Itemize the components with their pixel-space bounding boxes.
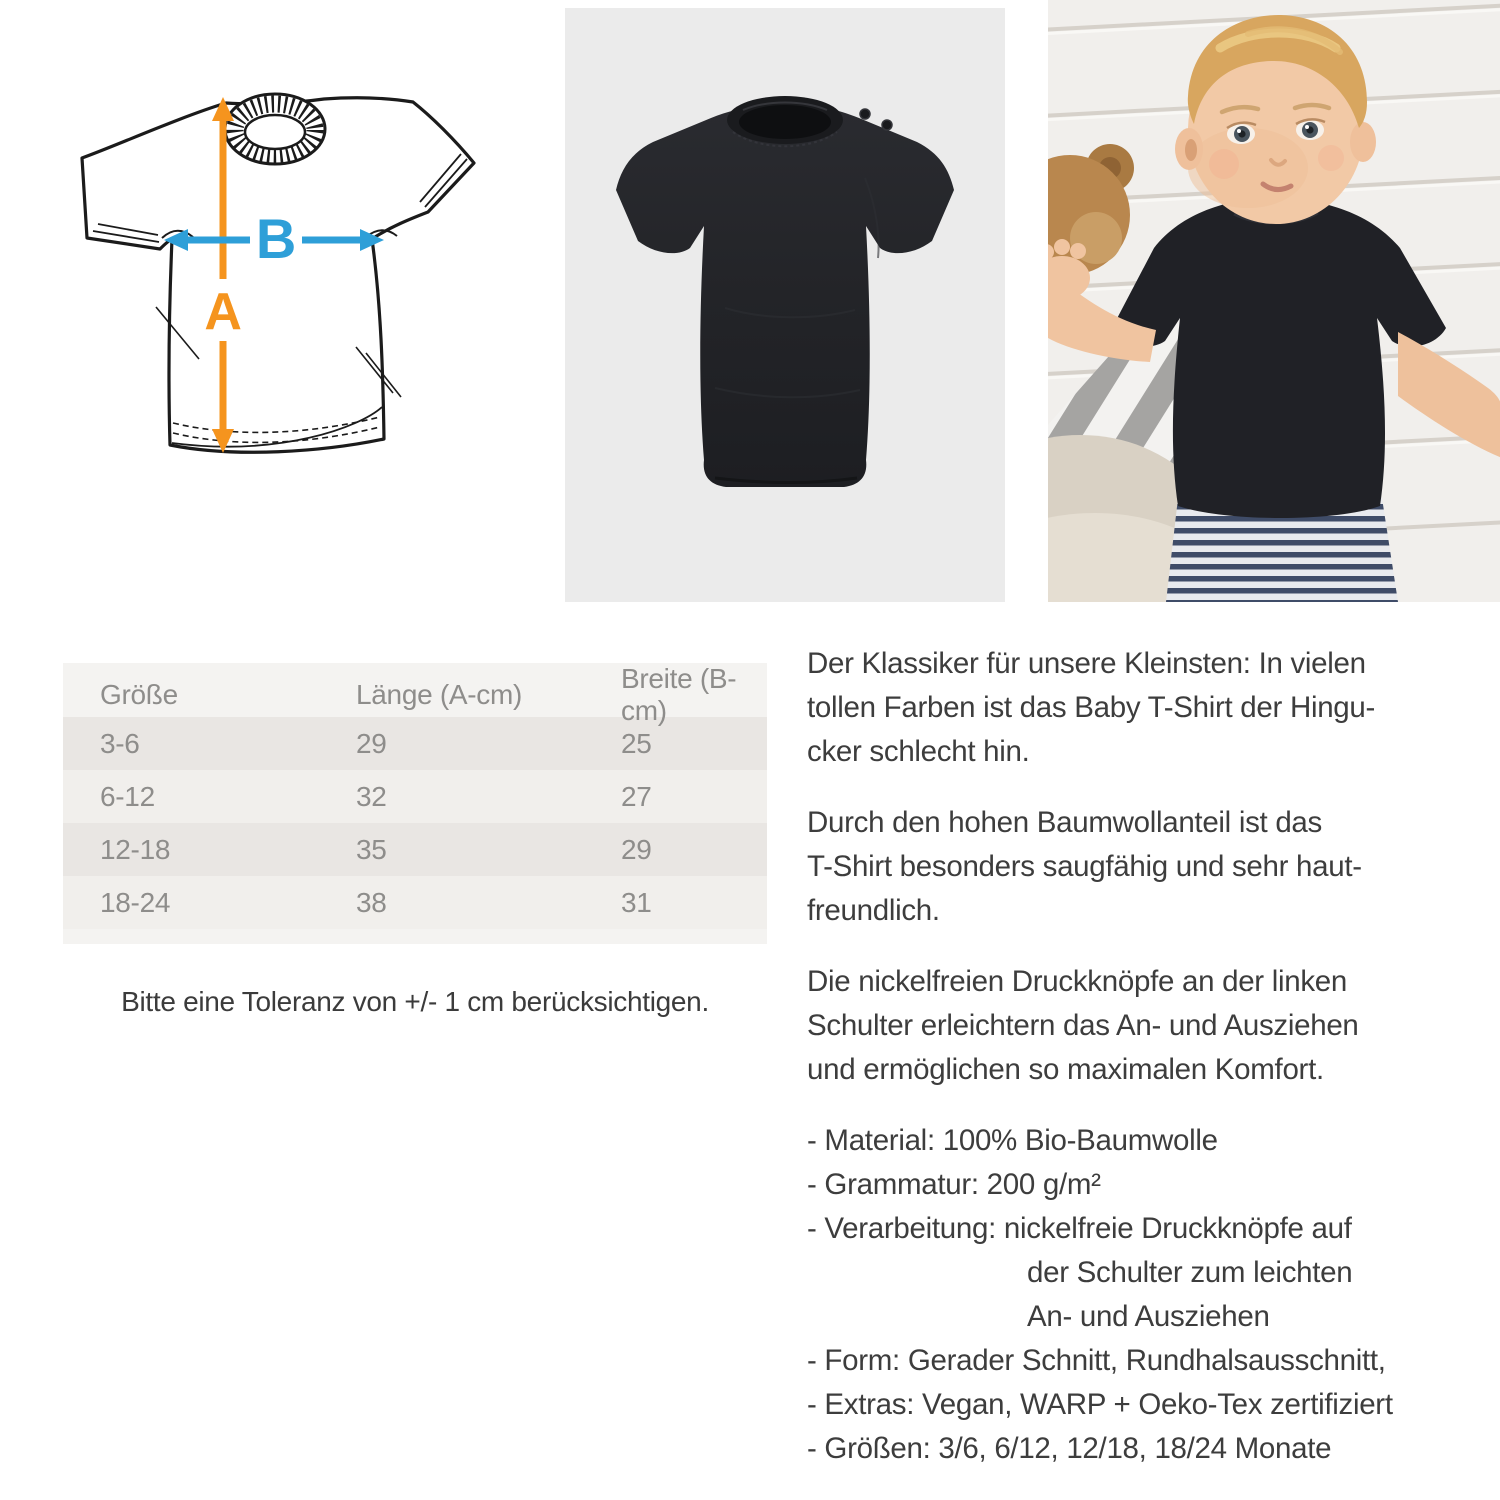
description-line: Die nickelfreien Druckknöpfe an der linken: [807, 965, 1347, 998]
label-b: B: [255, 207, 297, 270]
column-header-length: Länge (A-cm): [356, 679, 523, 710]
size-table-header: [63, 663, 767, 726]
shoulder-snap-2: [882, 120, 892, 130]
product-photo-flat-panel: [565, 8, 1005, 602]
right-cheek: [1318, 145, 1344, 171]
right-ear: [1350, 122, 1376, 162]
measurement-diagram-panel: [60, 55, 530, 525]
description-paragraph: [807, 1119, 1477, 1471]
tolerance-note: Bitte eine Toleranz von +/- 1 cm berücksichtigen.: [121, 986, 709, 1017]
label-a: A: [204, 283, 242, 341]
left-cheek: [1209, 149, 1239, 179]
description-paragraph: [807, 801, 1477, 933]
table-cell: 3-6: [100, 727, 140, 759]
table-cell: 35: [356, 833, 387, 865]
table-cell: 6-12: [100, 780, 155, 812]
description-paragraph: [807, 642, 1477, 774]
table-row: [63, 770, 767, 823]
table-cell: 29: [356, 727, 387, 759]
measurement-diagram: [60, 55, 530, 525]
table-cell: 38: [356, 886, 387, 918]
description-line: cker schlecht hin.: [807, 735, 1030, 768]
table-row: [63, 823, 767, 876]
table-cell: 32: [356, 780, 387, 812]
description-line: der Schulter zum leichten: [1027, 1256, 1353, 1289]
product-photo-model-panel: [1048, 0, 1500, 602]
table-row: [63, 876, 767, 929]
description-line: und ermöglichen so maximalen Komfort.: [807, 1053, 1324, 1086]
description-line: - Material: 100% Bio-Baumwolle: [807, 1124, 1218, 1157]
size-table-rows: [63, 717, 767, 929]
size-table: [63, 663, 767, 944]
description-text: [807, 642, 1477, 1498]
table-cell: 27: [621, 780, 652, 812]
description-line: freundlich.: [807, 894, 940, 927]
flat-tee-neck-opening: [739, 105, 831, 139]
description-line: - Verarbeitung: nickelfreie Druckknöpfe auf: [807, 1212, 1352, 1245]
description-line: An- und Ausziehen: [1027, 1300, 1270, 1333]
description-line: Der Klassiker für unsere Kleinsten: In vielen: [807, 647, 1366, 680]
table-cell: 29: [621, 833, 652, 865]
description-line: - Grammatur: 200 g/m²: [807, 1168, 1101, 1201]
description-line: tollen Farben ist das Baby T-Shirt der Hingu-: [807, 691, 1376, 724]
baby-right-hand: [1048, 239, 1090, 300]
product-photo-model: [1048, 0, 1500, 602]
description-line: T-Shirt besonders saugfähig und sehr haut-: [807, 850, 1362, 883]
table-cell: 25: [621, 727, 652, 759]
description-line: - Größen: 3/6, 6/12, 12/18, 18/24 Monate: [807, 1432, 1332, 1465]
collar-inner: [245, 115, 305, 149]
product-photo-flat: [565, 8, 1005, 602]
description-line: - Extras: Vegan, WARP + Oeko-Tex zertifiziert: [807, 1388, 1393, 1421]
column-header-width: Breite (B-cm): [621, 663, 737, 726]
table-cell: 18-24: [100, 886, 171, 918]
description-line: Durch den hohen Baumwollanteil ist das: [807, 806, 1322, 839]
description-paragraph: [807, 960, 1477, 1092]
description-line: Schulter erleichtern das An- und Ausziehen: [807, 1009, 1359, 1042]
flat-tee-body: [616, 104, 954, 487]
table-cell: 12-18: [100, 833, 171, 865]
column-header-size: Größe: [100, 679, 178, 710]
shoulder-snap-1: [860, 109, 870, 119]
table-cell: 31: [621, 886, 652, 918]
description-line: - Form: Gerader Schnitt, Rundhalsausschnitt,: [807, 1344, 1386, 1377]
